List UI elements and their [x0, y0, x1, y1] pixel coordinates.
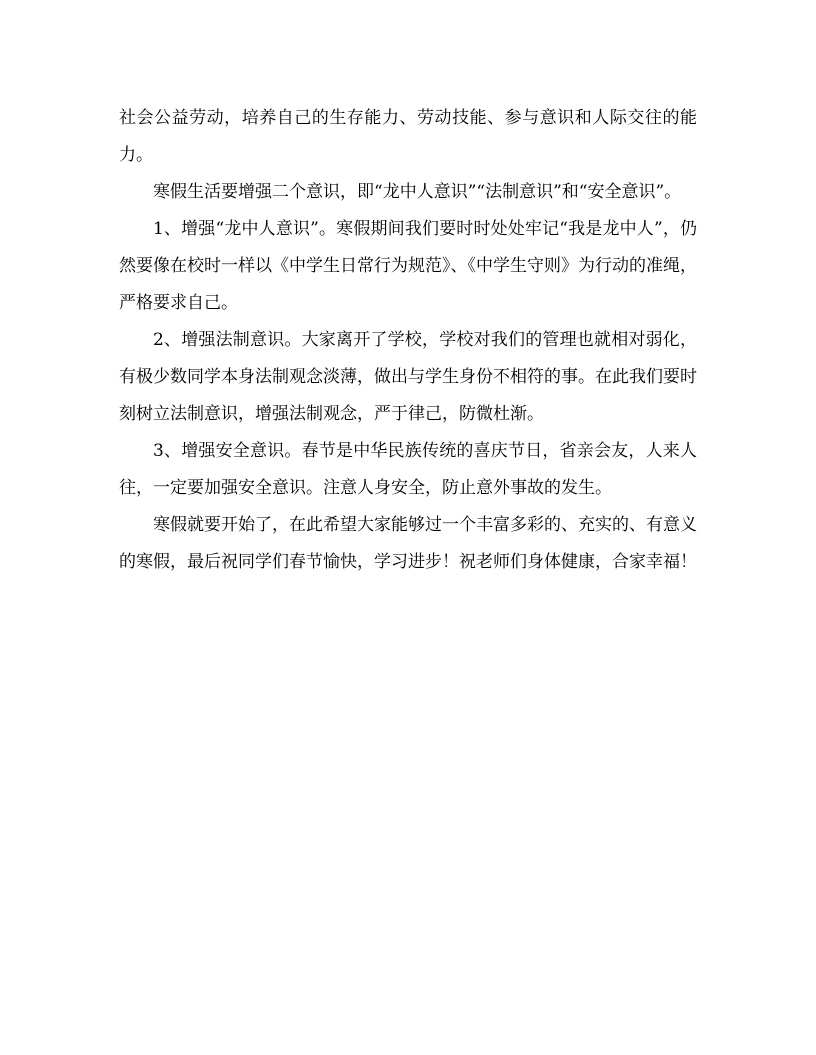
paragraph-closing-wishes: 寒假就要开始了，在此希望大家能够过一个丰富多彩的、充实的、有意义的寒假，最后祝同学们春节愉快，学习进步！祝老师们身体健康，合家幸福！: [119, 515, 697, 572]
paragraph-school-identity: 1、增强“龙中人意识”。寒假期间我们要时时处处牢记“我是龙中人”，仍然要像在校时一样以《中学生日常行为规范》、《中学生守则》为行动的准绳，严格要求自己。: [119, 219, 697, 313]
document-body: [119, 100, 697, 581]
paragraph-safety-awareness: 3、增强安全意识。春节是中华民族传统的喜庆节日，省亲会友，人来人往，一定要加强安全意识。注意人身安全，防止意外事故的发生。: [119, 441, 697, 498]
paragraph-two-awareness: 寒假生活要增强二个意识，即“龙中人意识”“法制意识”和“安全意识”。: [153, 182, 682, 202]
paragraph-legal-awareness: 2、增强法制意识。大家离开了学校，学校对我们的管理也就相对弱化，有极少数同学本身法制观念淡薄，做出与学生身份不相符的事。在此我们要时刻树立法制意识，增强法制观念，严于律己，防微杜渐。: [119, 330, 697, 424]
paragraph-labor: 社会公益劳动，培养自己的生存能力、劳动技能、参与意识和人际交往的能力。: [119, 108, 697, 165]
